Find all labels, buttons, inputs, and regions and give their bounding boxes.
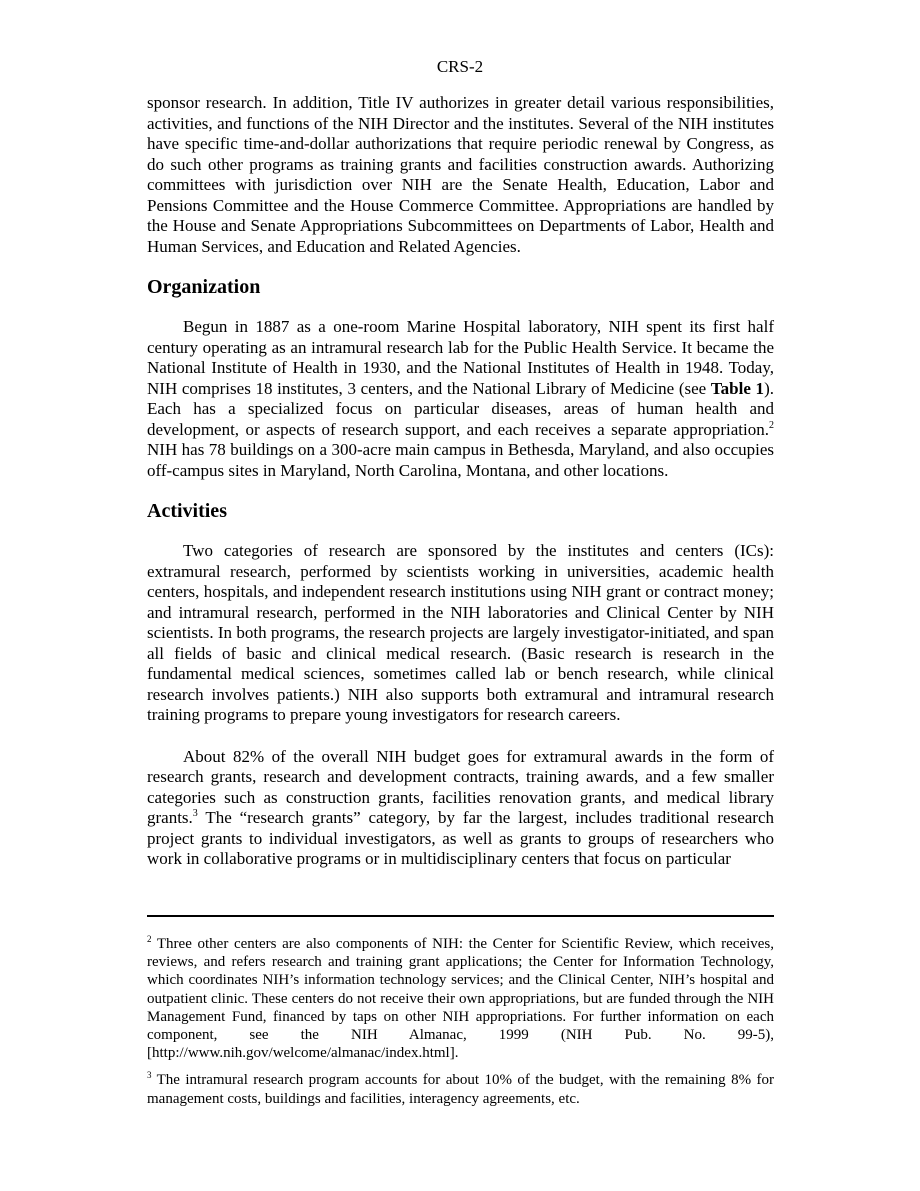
table-1-reference: Table 1 [710,378,765,398]
footnote-3-number: 3 [147,1070,152,1081]
organization-paragraph [147,317,774,481]
activities-paragraph-2 [147,747,774,870]
footnote-separator-rule [147,915,774,917]
footnote-3 [147,1071,774,1107]
footnotes-section [147,935,774,1108]
page-number-header: CRS-2 [436,57,484,76]
footnote-2-text: Three other centers are also components of NIH: the Center for Scientific Review, which receives, reviews, and refers research and training grant applications; the Center for Information Technology, which coordinates NIH’s information technology services; and the Clinical Center, NIH’s hospital and outpatient clinic. These centers do not receive their own appropriations, but are funded through the NIH Management Fund, financed by taps on other NIH appropriations. For further information on each component, see the NIH Almanac, 1999 (NIH Pub. No. 99-5), [http://www.nih.gov/welcome/almanac/index.html]. [147,936,774,1062]
activities-heading: Activities [147,500,227,522]
organization-text-part-1: Begun in 1887 as a one-room Marine Hospital laboratory, NIH spent its first half century operating as an intramural research lab for the Public Health Service. It became the National Institute of Health in 1930, and the National Institutes of Health in 1948. Today, NIH comprises 18 institutes, 3 centers, and the National Library of Medicine (see [147,317,774,398]
footnote-2-number: 2 [147,934,152,944]
organization-text-part-3: NIH has 78 buildings on a 300-acre main campus in Bethesda, Maryland, and also occupies off-campus sites in Maryland, North Carolina, Montana, and other locations. [147,440,774,480]
activities-paragraph-2-part-2: The “research grants” category, by far the largest, includes traditional research project grants to individual investigators, as well as grants to groups of researchers who work in collaborative programs or in multidisciplinary centers that focus on particular [147,808,774,868]
footnote-2 [147,935,774,1062]
organization-text-part-2: ). Each has a specialized focus on particular diseases, areas of human health and development, or aspects of research support, and each receives a separate appropriation. [147,378,774,439]
footnote-3-text: The intramural research program accounts for about 10% of the budget, with the remaining 8% for management costs, buildings and facilities, interagency agreements, etc. [147,1072,774,1107]
footnote-2-marker: 2 [769,419,774,431]
activities-paragraph-2-part-1: About 82% of the overall NIH budget goes for extramural awards in the form of research grants, research and development contracts, training awards, and a few smaller categories such as construction grants, facilities renovation grants, and medical library grants. [147,746,774,827]
footnote-3-marker: 3 [192,808,198,819]
organization-heading: Organization [147,276,261,298]
activities-paragraph-1: Two categories of research are sponsored by the institutes and centers (ICs): extramural research, performed by scientists working in universities, academic health centers, hospitals, and independent research institutions using NIH grant or contract money; and intramural research, performed in the NIH laboratories and Clinical Center by NIH scientists. In both programs, the research projects are largely investigator-initiated, and span all fields of basic and clinical medical research. (Basic research is research in the fundamental medical sciences, sometimes called lab or bench research, while clinical research involves patients.) NIH also supports both extramural and intramural research training programs to prepare young investigators for research careers. [147,541,774,724]
intro-paragraph: sponsor research. In addition, Title IV authorizes in greater detail various responsibilities, activities, and functions of the NIH Director and the institutes. Several of the NIH institutes have specific time-and-dollar authorizations that require periodic renewal by Congress, as do such other programs as training grants and facilities construction awards. Authorizing committees with jurisdiction over NIH are the Senate Health, Education, Labor and Pensions Committee and the House Commerce Committee. Appropriations are handled by the House and Senate Appropriations Subcommittees on Departments of Labor, Health and Human Services, and Education and Related Agencies. [147,93,774,256]
main-body-text [147,93,774,870]
